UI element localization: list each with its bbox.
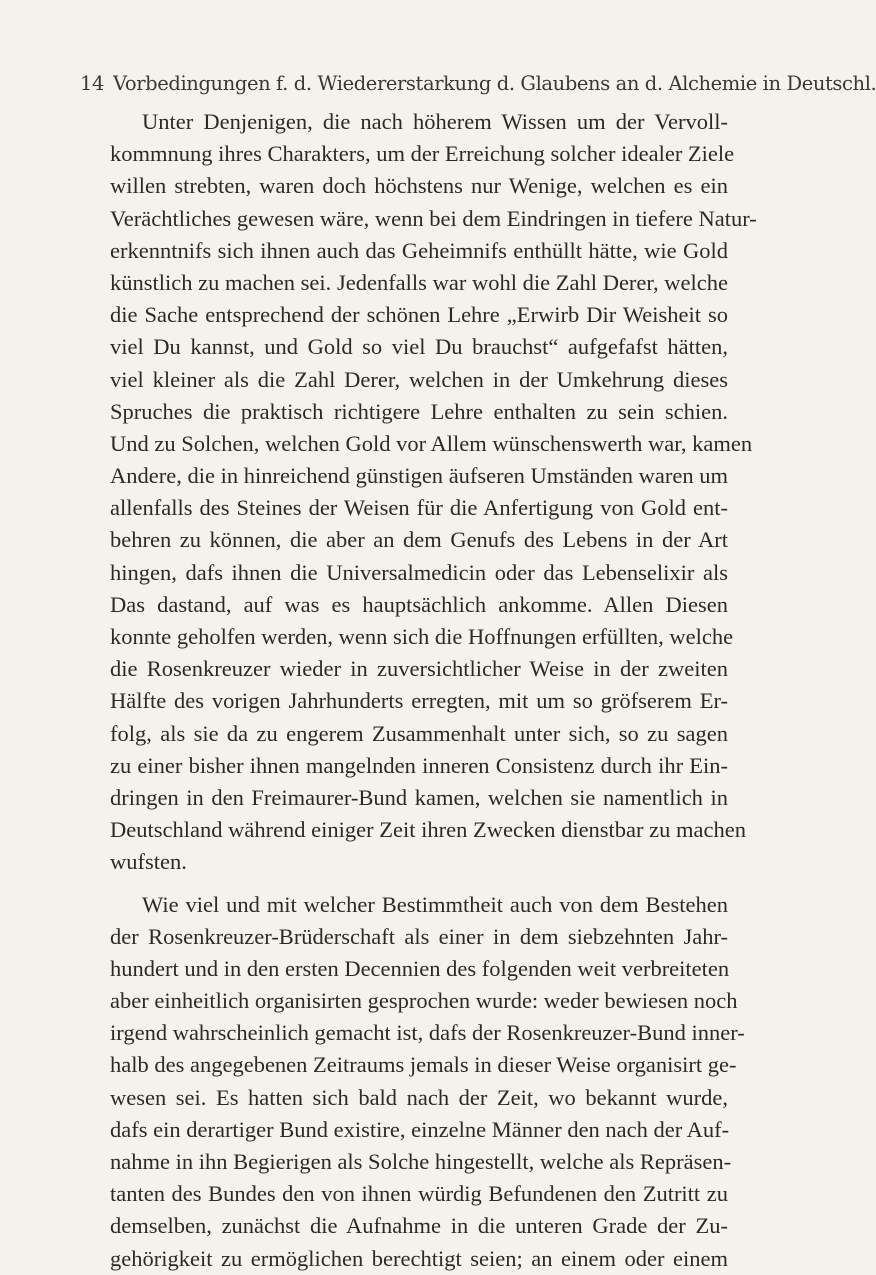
text-line: wufsten. — [110, 849, 187, 875]
text-line: viel kleiner als die Zahl Derer, welchen in der Umkehrung dieses — [110, 366, 728, 392]
text-line: kommnung ihres Charakters, um der Erreichung solcher idealer Ziele — [110, 141, 735, 167]
text-line: zu einer bisher ihnen mangelnden inneren Consistenz durch ihr Ein- — [110, 752, 728, 778]
text-line: tanten des Bundes den von ihnen würdig Befundenen den Zutritt zu — [110, 1181, 728, 1207]
body-text — [110, 106, 757, 1275]
text-line: hundert und in den ersten Decennien des folgenden weit verbreiteten — [110, 955, 730, 981]
text-line: folg, als sie da zu engerem Zusammenhalt unter sich, so zu sagen — [110, 720, 728, 746]
text-line: gehörigkeit zu ermöglichen berechtigt seien; an einem oder einem — [110, 1245, 728, 1271]
text-line: Verächtliches gewesen wäre, wenn bei dem Eindringen in tiefere Natur- — [110, 205, 757, 231]
text-line: hingen, dafs ihnen die Universalmedicin oder das Lebenselixir als — [110, 559, 728, 585]
text-line: Deutschland während einiger Zeit ihren Zwecken dienstbar zu machen — [110, 817, 746, 843]
page-number: 14 — [80, 72, 105, 95]
text-line: wesen sei. Es hatten sich bald nach der Zeit, wo bekannt wurde, — [110, 1084, 728, 1110]
text-line: Andere, die in hinreichend günstigen äufseren Umständen waren um — [110, 463, 728, 489]
paragraph-spacer — [110, 879, 728, 889]
text-line: Das dastand, auf was es hauptsächlich ankomme. Allen Diesen — [110, 591, 728, 617]
text-line: behren zu können, die aber an dem Genufs des Lebens in der Art — [110, 527, 728, 553]
text-line: willen strebten, waren doch höchstens nur Wenige, welchen es ein — [110, 173, 728, 199]
text-line: Wie viel und mit welcher Bestimmtheit auch von dem Bestehen — [142, 891, 728, 917]
text-line: die Sache entsprechend der schönen Lehre „Erwirb Dir Weisheit so — [110, 302, 728, 328]
text-line: nahme in ihn Begierigen als Solche hingestellt, welche als Repräsen- — [110, 1149, 732, 1174]
text-line: künstlich zu machen sei. Jedenfalls war wohl die Zahl Derer, welche — [110, 269, 728, 295]
text-line: irgend wahrscheinlich gemacht ist, dafs der Rosenkreuzer-Bund inner- — [110, 1020, 745, 1046]
running-title: Vorbedingungen f. d. Wiedererstarkung d. Glaubens an d. Alchemie in Deutschl. — [113, 72, 876, 95]
text-line: Unter Denjenigen, die nach höherem Wissen um der Vervoll- — [142, 109, 728, 134]
text-line: dafs ein derartiger Bund existire, einzelne Männer den nach der Auf- — [110, 1116, 730, 1142]
text-line: Hälfte des vorigen Jahrhunderts erregten, mit um so gröfserem Er- — [110, 688, 728, 714]
running-head — [80, 72, 876, 95]
text-line: konnte geholfen werden, wenn sich die Hoffnungen erfüllten, welche — [110, 624, 734, 649]
text-line: dringen in den Freimaurer-Bund kamen, welchen sie namentlich in — [110, 784, 728, 810]
paragraph-2 — [110, 889, 745, 1275]
text-line: die Rosenkreuzer wieder in zuversichtlicher Weise in der zweiten — [110, 656, 728, 682]
text-line: Und zu Solchen, welchen Gold vor Allem wünschenswerth war, kamen — [110, 430, 753, 456]
text-line: der Rosenkreuzer-Brüderschaft als einer in dem siebzehnten Jahr- — [110, 923, 728, 949]
text-line: erkenntnifs sich ihnen auch das Geheimnifs enthüllt hätte, wie Gold — [110, 237, 728, 263]
text-line: Spruches die praktisch richtigere Lehre enthalten zu sein schien. — [110, 398, 728, 424]
text-line: halb des angegebenen Zeitraums jemals in dieser Weise organisirt ge- — [110, 1052, 737, 1078]
text-line: allenfalls des Steines der Weisen für die Anfertigung von Gold ent- — [110, 495, 728, 521]
text-line: viel Du kannst, und Gold so viel Du brauchst“ aufgefafst hätten, — [110, 334, 728, 360]
text-line: aber einheitlich organisirten gesprochen wurde: weder bewiesen noch — [110, 988, 738, 1014]
text-line: demselben, zunächst die Aufnahme in die unteren Grade der Zu- — [110, 1213, 728, 1239]
paragraph-1 — [110, 106, 757, 879]
